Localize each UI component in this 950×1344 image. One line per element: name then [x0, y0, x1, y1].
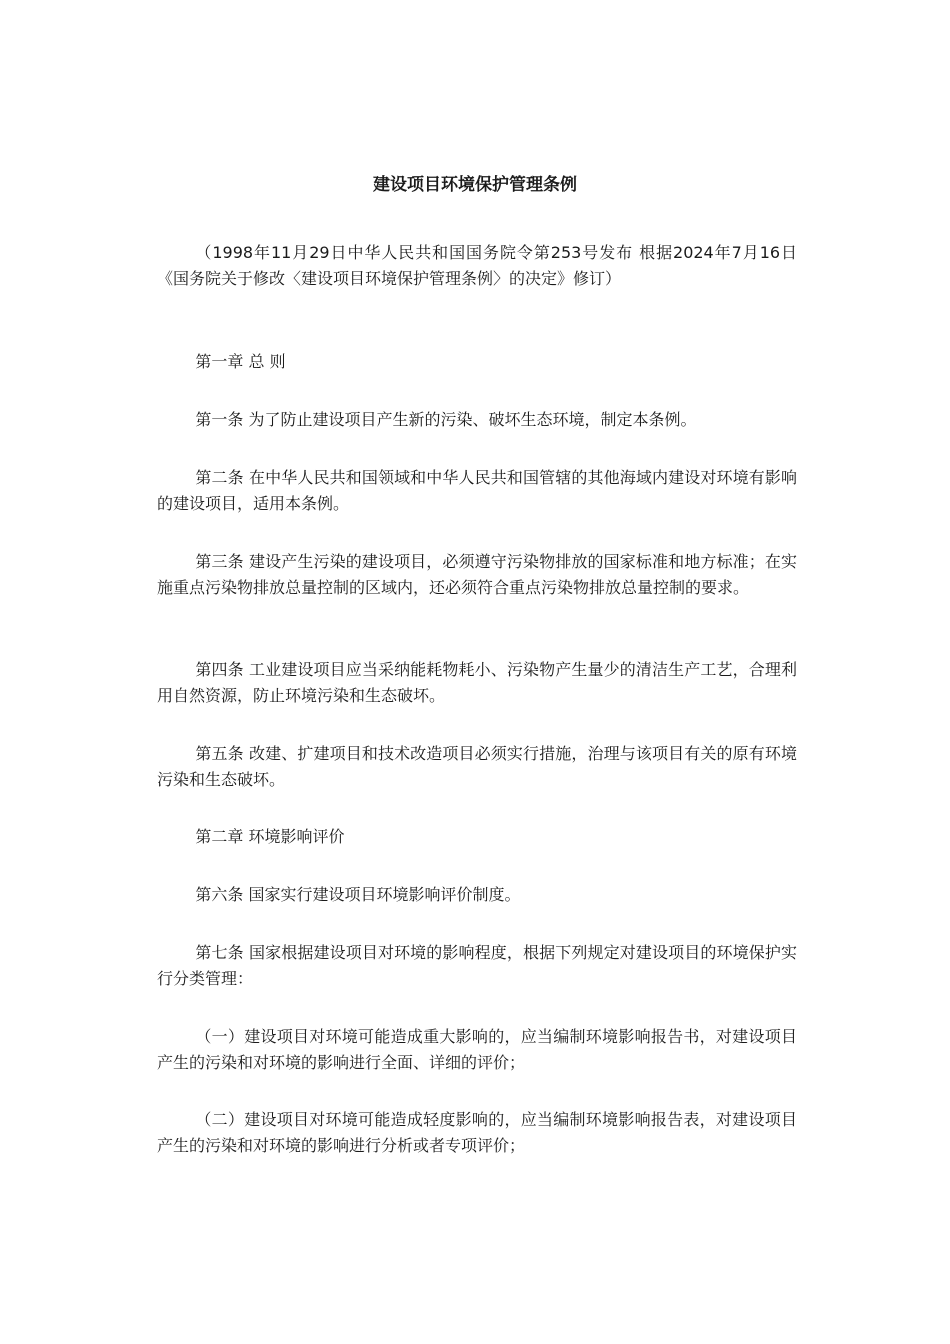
- chapter-heading-1: 第一章 总 则: [195, 352, 286, 371]
- article-4: 第四条 工业建设项目应当采纳能耗物耗小、污染物产生量少的清洁生产工艺，合理利用自然资源，防止环境污染和生态破坏。: [157, 660, 797, 705]
- article-3: 第三条 建设产生污染的建设项目，必须遵守污染物排放的国家标准和地方标准；在实施重点污染物排放总量控制的区域内，还必须符合重点污染物排放总量控制的要求。: [157, 552, 797, 597]
- document-title: 建设项目环境保护管理条例: [373, 175, 577, 195]
- article-5: 第五条 改建、扩建项目和技术改造项目必须实行措施，治理与该项目有关的原有环境污染和生态破坏。: [157, 744, 797, 789]
- chapter-heading-2: 第二章 环境影响评价: [195, 827, 345, 846]
- article-7: 第七条 国家根据建设项目对环境的影响程度，根据下列规定对建设项目的环境保护实行分类管理：: [157, 943, 797, 988]
- article-7-item-2: （二）建设项目对环境可能造成轻度影响的，应当编制环境影响报告表，对建设项目产生的污染和对环境的影响进行分析或者专项评价；: [157, 1110, 797, 1155]
- article-2: 第二条 在中华人民共和国领域和中华人民共和国管辖的其他海域内建设对环境有影响的建设项目，适用本条例。: [157, 468, 797, 513]
- preamble-paragraph: （1998年11月29日中华人民共和国国务院令第253号发布 根据2024年7月16日《国务院关于修改〈建设项目环境保护管理条例〉的决定》修订）: [157, 243, 797, 288]
- article-6: 第六条 国家实行建设项目环境影响评价制度。: [195, 885, 521, 904]
- article-1: 第一条 为了防止建设项目产生新的污染、破坏生态环境，制定本条例。: [195, 410, 697, 429]
- article-7-item-1: （一）建设项目对环境可能造成重大影响的，应当编制环境影响报告书，对建设项目产生的污染和对环境的影响进行全面、详细的评价；: [157, 1027, 797, 1072]
